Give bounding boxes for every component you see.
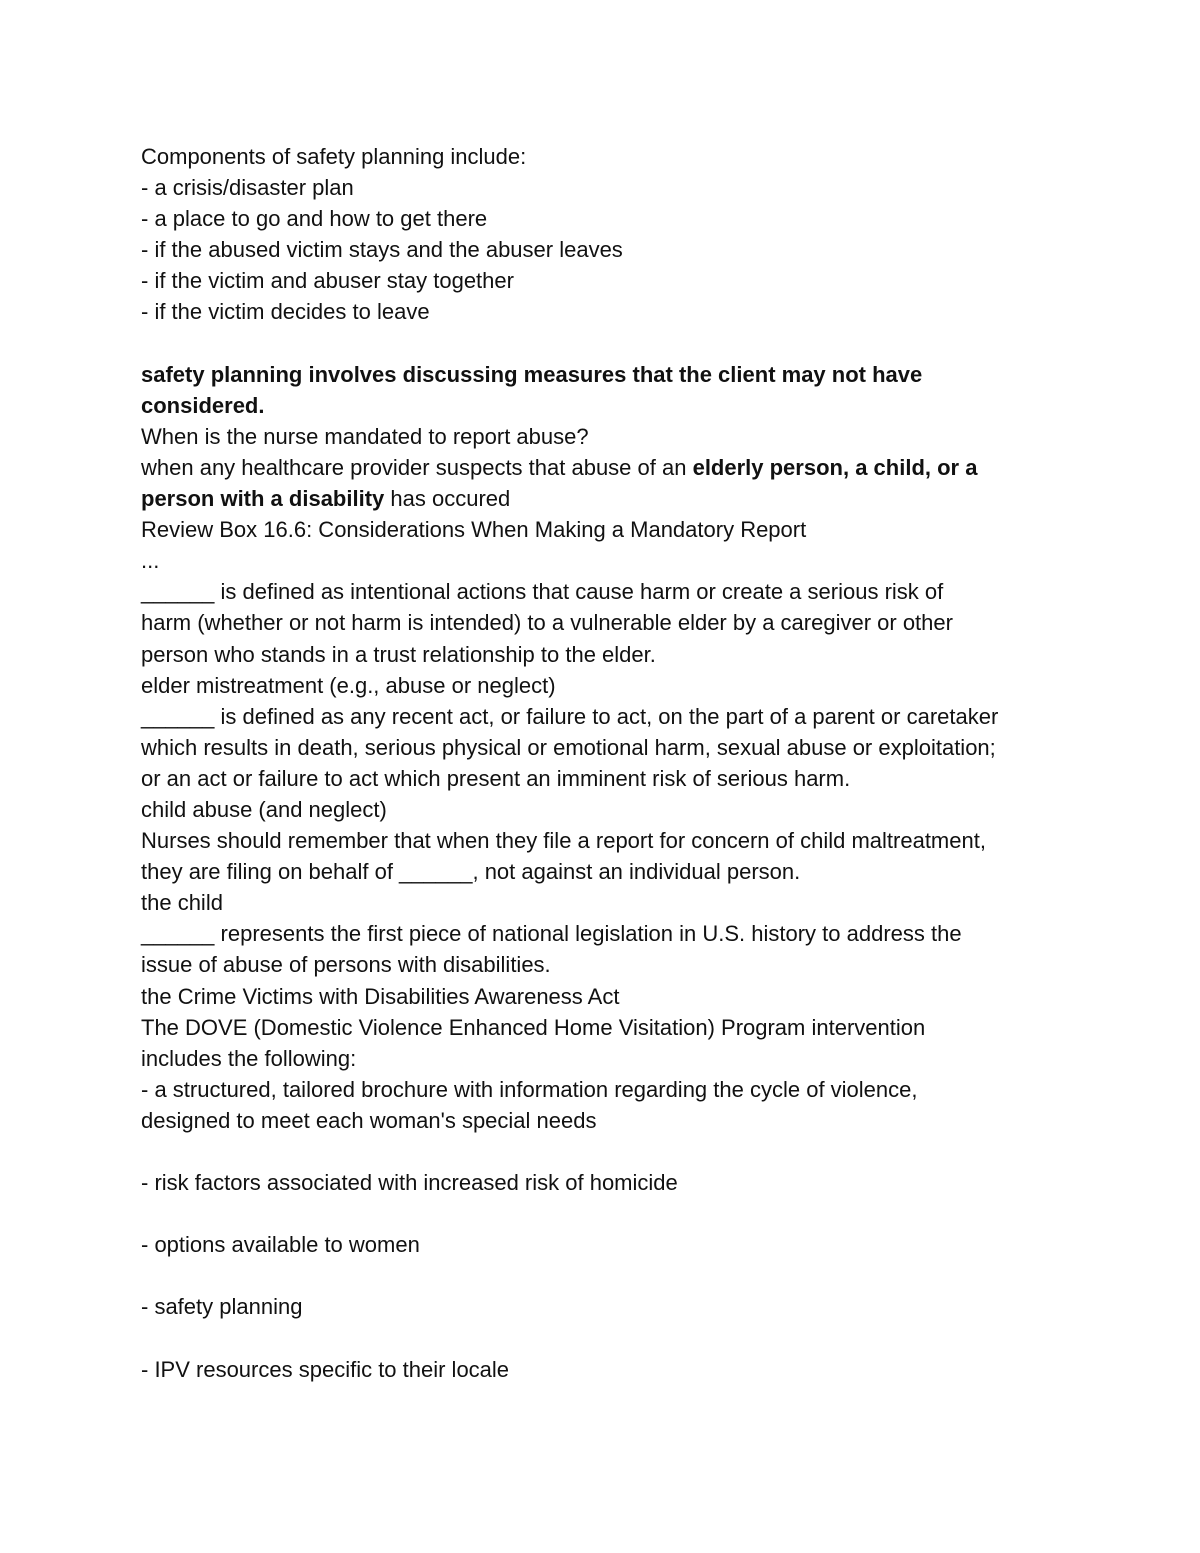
ellipsis: ... [141, 548, 160, 574]
dove-heading-line: The DOVE (Domestic Violence Enhanced Home Visitation) Program intervention [141, 1014, 926, 1040]
bold-text: safety planning involves discussing measures that the client may not have [141, 361, 923, 387]
question-child-line: or an act or failure to act which present an imminent risk of serious harm. [141, 765, 851, 791]
dove-heading-line: includes the following: [141, 1045, 357, 1071]
answer-mandated-line [141, 452, 1071, 483]
list-item: designed to meet each woman's special needs [141, 1107, 597, 1133]
bold-text: considered. [141, 392, 265, 418]
question-mandated: When is the nurse mandated to report abuse? [141, 423, 589, 449]
answer-report: the child [141, 890, 223, 916]
question-legislation-line: ______ represents the first piece of national legislation in U.S. history to address the [141, 921, 962, 947]
answer-text: when any healthcare provider suspects that abuse of an [141, 454, 693, 480]
question-child-line: ______ is defined as any recent act, or failure to act, on the part of a parent or caretaker [141, 703, 999, 729]
question-legislation-line: issue of abuse of persons with disabilities. [141, 952, 551, 978]
question-report-line: they are filing on behalf of ______, not against an individual person. [141, 859, 801, 885]
answer-mandated-line [141, 483, 1071, 514]
question-child-line: which results in death, serious physical or emotional harm, sexual abuse or exploitation; [141, 734, 996, 760]
list-item: - a place to go and how to get there [141, 206, 488, 232]
list-item: - IPV resources specific to their locale [141, 1356, 510, 1382]
list-item: - if the abused victim stays and the abuser leaves [141, 237, 623, 263]
question-elder-line: person who stands in a trust relationship to the elder. [141, 641, 656, 667]
list-item: - options available to women [141, 1232, 420, 1258]
list-item: - if the victim and abuser stay together [141, 268, 514, 294]
spacer [141, 1136, 1071, 1167]
question-report-line: Nurses should remember that when they file a report for concern of child maltreatment, [141, 828, 986, 854]
spacer [141, 1260, 1071, 1291]
list-item: - risk factors associated with increased risk of homicide [141, 1170, 678, 1196]
question-elder-line: harm (whether or not harm is intended) to a vulnerable elder by a caregiver or other [141, 610, 953, 636]
answer-elder: elder mistreatment (e.g., abuse or neglect) [141, 672, 556, 698]
list-item: - a structured, tailored brochure with information regarding the cycle of violence, [141, 1076, 918, 1102]
answer-text: has occured [384, 486, 511, 512]
spacer [141, 328, 1071, 359]
answer-child: child abuse (and neglect) [141, 796, 387, 822]
spacer [141, 1198, 1071, 1229]
bold-text: person with a disability [141, 486, 385, 512]
safety-note-line [141, 390, 1071, 421]
bold-text: elderly person, a child, or a [692, 454, 978, 480]
list-item: - a crisis/disaster plan [141, 175, 354, 201]
question-elder-line: ______ is defined as intentional actions that cause harm or create a serious risk of [141, 579, 944, 605]
answer-legislation: the Crime Victims with Disabilities Awareness Act [141, 983, 620, 1009]
safety-note-line [141, 359, 1071, 390]
document-page [141, 141, 1071, 1385]
components-heading: Components of safety planning include: [141, 144, 527, 169]
review-box-reference: Review Box 16.6: Considerations When Making a Mandatory Report [141, 517, 807, 543]
list-item: - safety planning [141, 1294, 303, 1320]
spacer [141, 1323, 1071, 1354]
list-item: - if the victim decides to leave [141, 299, 430, 325]
